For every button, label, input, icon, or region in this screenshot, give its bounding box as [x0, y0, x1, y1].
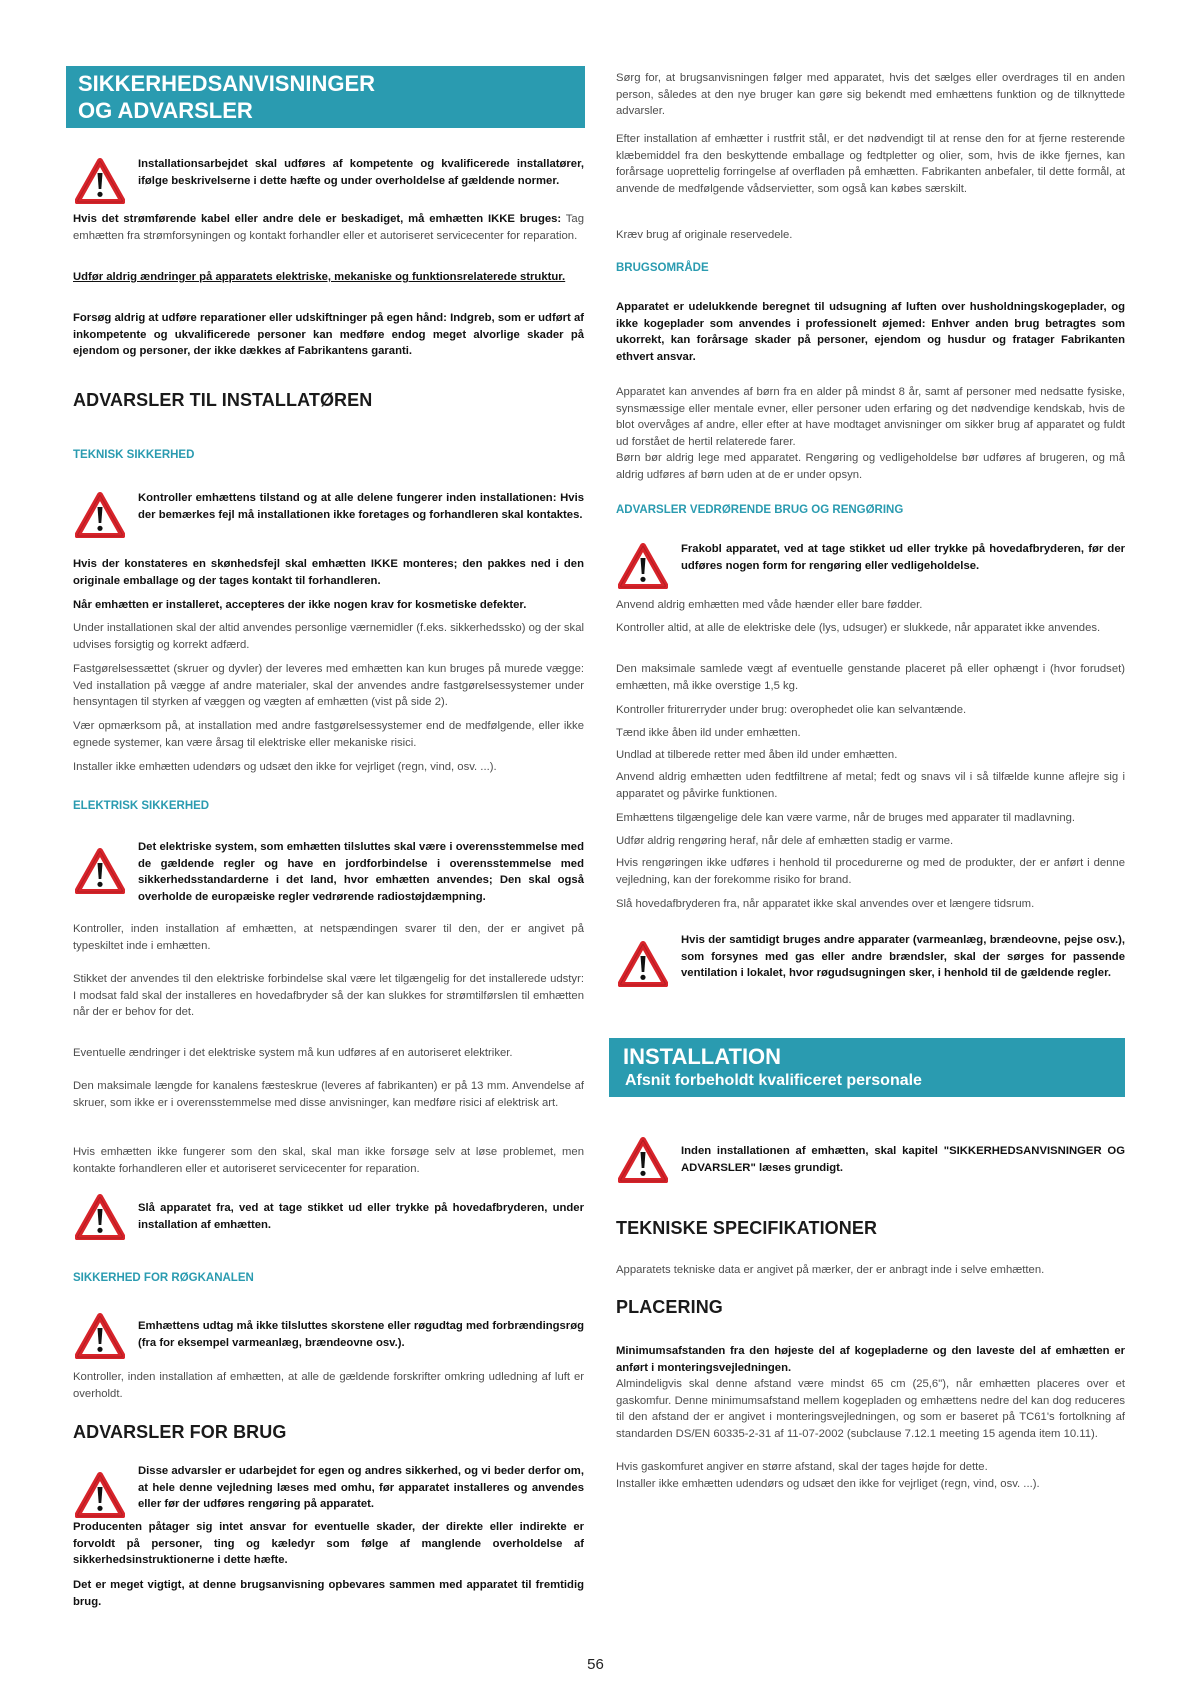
warning-triangle-icon	[75, 1194, 125, 1240]
banner-installation-title: INSTALLATION	[623, 1044, 782, 1069]
paragraph-intended-use: Apparatet er udelukkende beregnet til udsugning af luften over husholdningskogeplader, og ikke kogeplader som anvendes i professionelt øjemed: Enhver anden brug betragtes som ukorrekt, kan forårsage skader på personer, ejendom og husdur og fratager Fabrikanten ethvert ansvar.	[616, 301, 1125, 363]
damaged-cable-bold: Hvis det strømførende kabel eller andre dele er beskadiget, må emhætten IKKE bruges:	[73, 213, 562, 225]
banner-title-line2: OG ADVARSLER	[78, 98, 253, 123]
paragraph-minimum-distance: Minimumsafstanden fra den højeste del af kogepladerne og den laveste del af emhætten er anført i monteringsvejledningen.	[616, 1345, 1125, 1374]
paragraph-fire-risk: Hvis rengøringen ikke udføres i henhold til procedurerne og med de produkter, der er anført i denne vejledning, kan der forekomme risiko for brand.	[616, 857, 1125, 886]
paragraph-max-weight: Den maksimale samlede vægt af eventuelle genstande placeret på eller ophængt i (hvor forudset) emhætten, må ikke overstige 1,5 kg.	[616, 663, 1125, 692]
warning-text-read-safety-chapter: Inden installationen af emhætten, skal kapitel "SIKKERHEDSANVISNINGER OG ADVARSLER" læses grundigt.	[681, 1145, 1125, 1174]
paragraph-mains-voltage: Kontroller, inden installation af emhætten, at netspændingen svarer til den, der er angivet på typeskiltet inde i emhætten.	[73, 923, 584, 952]
paragraph-children-use: Apparatet kan anvendes af børn fra en alder på mindst 8 år, samt af personer med nedsatte fysiske, synsmæssige eller mentale evner, eller personer uden erfaring og det nødvendige kendskab, hvis de blot overvåges af andre, eller efter at have modtaget anvisninger om sikker brug af apparatet og fuldt ud forstået de hertil relaterede farer.	[616, 386, 1125, 448]
paragraph-electrical-off: Kontroller altid, at alle de elektriske dele (lys, udsuger) er slukkede, når apparatet ikke anvendes.	[616, 622, 1101, 634]
paragraph-stainless-cleaning: Efter installation af emhætter i rustfrit stål, er det nødvendigt til at rense den for at fjerne resterende klæbemiddel fra den beskyttende emballage og fedtpletter og olier, som, hvis de ikke fjernes, kan forårsage uoprettelig forringelse af overfladen på emhætten. Fabrikanten anbefaler, til dette formål, at anvende de medfølgende vådservietter, som også kan købes særskilt.	[616, 133, 1125, 195]
warning-triangle-icon	[75, 1313, 125, 1359]
paragraph-children-cleaning: Børn bør aldrig lege med apparatet. Rengøring og vedligeholdelse bør udføres af brugeren, og må aldrig udføres af børn uden at de er under opsyn.	[616, 452, 1125, 481]
warning-text-electrical-system: Det elektriske system, som emhætten tilsluttes skal være i overensstemmelse med de gældende regler og have en jordforbindelse i overensstemmelse med sikkerhedsstandarderne i det land, hvor emhætten anvendes; Den skal også overholde de europæiske regler vedrørende radiostøjdæmpning.	[138, 841, 584, 903]
warning-triangle-icon	[75, 1472, 125, 1518]
damaged-cable-rest: Tag emhætten fra strømforsyningen og kontakt forhandler eller et autoriseret servicecenter for reparation.	[73, 213, 584, 242]
paragraph-other-fixings: Vær opmærksom på, at installation med andre fastgørelsessystemer end de medfølgende, eller ikke egnede systemer, kan være årsag til elektriske eller mekaniske risici.	[73, 720, 584, 749]
paragraph-air-discharge: Kontroller, inden installation af emhætten, at alle de gældende forskrifter omkring udledning af luft er overholdt.	[73, 1371, 584, 1400]
paragraph-screw-length: Den maksimale længde for kanalens fæsteskrue (leveres af fabrikanten) er på 13 mm. Anvendelse af skruer, som ikke er i overensstemmelse med disse anvisninger, kan medføre risici af elektrisk art.	[73, 1080, 584, 1109]
section-banner-safety	[66, 66, 585, 128]
paragraph-protective-equipment: Under installationen skal der altid anvendes personlige værnemidler (f.eks. sikkerhedssko) og der skal udvises forsigtig og korrekt adfærd.	[73, 622, 584, 651]
paragraph-cosmetic-fault: Hvis der konstateres en skønhedsfejl skal emhætten IKKE monteres; den pakkes ned i den originale emballage og der tages kontakt til forhandleren.	[73, 558, 584, 587]
paragraph-fixing-kit: Fastgørelsessættet (skruer og dyvler) der leveres med emhætten kan kun bruges på murede vægge: Ved installation på vægge af andre materialer, skal der anvendes andre fastgørelsessystemer under hensyntagen til styrken af væggen og vægten af emhætten (vist på side 2).	[73, 663, 584, 708]
paragraph-hot-parts: Emhættens tilgængelige dele kan være varme, når de bruges med apparater til madlavning.	[616, 812, 1076, 824]
heading-technical-safety: TEKNISK SIKKERHED	[73, 449, 195, 461]
paragraph-manufacturer-liability: Producenten påtager sig intet ansvar for eventuelle skader, der direkte eller indirekte er forvoldt på personer, ting og kæledyr som følge af manglende overholdelse af sikkerhedsinstruktionerne i dette hæfte.	[73, 1521, 584, 1566]
warning-text-unplug-install: Slå apparatet fra, ved at tage stikket ud eller trykke på hovedafbryderen, under installation af emhætten.	[138, 1202, 584, 1231]
warning-triangle-icon	[75, 158, 125, 204]
paragraph-original-parts: Kræv brug af originale reservedele.	[616, 229, 793, 241]
warning-triangle-icon	[618, 941, 668, 987]
paragraph-no-outdoor: Installer ikke emhætten udendørs og udsæt den ikke for vejrliget (regn, vind, osv. ...).	[73, 761, 497, 773]
paragraph-no-cosmetic-claims: Når emhætten er installeret, accepteres der ikke nogen krav for kosmetiske defekter.	[73, 599, 527, 611]
paragraph-manual-follows: Sørg for, at brugsanvisningen følger med apparatet, hvis det sælges eller overdrages til en anden person, således at den nye bruger kan gøre sig bekendt med emhættens funktion og de tilknyttede advarsler.	[616, 72, 1125, 117]
paragraph-no-hot-cleaning: Udfør aldrig rengøring heraf, når dele af emhætten stadig er varme.	[616, 835, 954, 847]
paragraph-distance-details: Almindeligvis skal denne afstand være mindst 65 cm (25,6"), når emhætten placeres over et gaskomfur. Denne minimumsafstand mellem kogepladen og emhættens nedre del kan dog reduceres til den afstand der er angivet i monteringsvejledningen, og som er baseret på TC61's fortolkning af standarden DS/EN 60335-2-31 af 11-07-2002 (subclause 7.12.1 meeting 15 agenda item 10.11).	[616, 1378, 1125, 1440]
paragraph-fryers: Kontroller friturегryder under brug: overophedet olie kan selvantænde.	[616, 704, 967, 716]
heading-electrical-safety: ELEKTRISK SIKKERHED	[73, 800, 210, 812]
heading-flue-safety: SIKKERHED FOR RØGKANALEN	[73, 1272, 254, 1284]
paragraph-gas-cooker: Hvis gaskomfuret angiver en større afstand, skal der tages højde for dette.	[616, 1461, 988, 1473]
paragraph-no-self-repair: Forsøg aldrig at udføre reparationer eller udskiftninger på egen hånd: Indgreb, som er udført af inkompetente og ukvalificerede personer kan medføre endog meget alvorlige skader på ejendom og personer, der ikke dækkes af Fabrikantens garanti.	[73, 312, 584, 357]
warning-triangle-icon	[75, 848, 125, 894]
paragraph-main-switch-off: Slå hovedafbryderen fra, når apparatet ikke skal anvendes over et længere tidsrum.	[616, 898, 1035, 910]
banner-installation-subtitle: Afsnit forbeholdt kvalificeret personale	[625, 1072, 922, 1089]
heading-technical-specs: TEKNISKE SPECIFIKATIONER	[616, 1218, 878, 1238]
warning-text-flue-outlet: Emhættens udtag må ikke tilsluttes skorstene eller røgudtag med forbrændingsrøg (fra for eksempel varmeanlæg, brændeovne osv.).	[138, 1320, 584, 1349]
page-number: 56	[587, 1656, 604, 1673]
heading-installer-warnings: ADVARSLER TIL INSTALLATØREN	[73, 390, 373, 410]
warning-text-read-manual: Disse advarsler er udarbejdet for egen og andres sikkerhed, og vi beder derfor om, at hele denne vejledning læses med omhu, før apparatet installeres og anvendes eller før der udføres rengøring på apparatet.	[138, 1465, 584, 1510]
paragraph-damaged-cable	[73, 211, 584, 244]
warning-text-unplug-cleaning: Frakobl apparatet, ved at tage stikket ud eller trykke på hovedafbryderen, før der udføres nogen form for rengøring eller vedligeholdelse.	[681, 543, 1125, 572]
banner-title-line1: SIKKERHEDSANVISNINGER	[78, 71, 376, 96]
heading-use-warnings: ADVARSLER FOR BRUG	[73, 1422, 287, 1442]
warning-text-ventilation: Hvis der samtidigt bruges andre apparater (varmeanlæg, brændeovne, pejse osv.), som forsynes med gas eller andre brændsler, skal der sørges for passende ventilation i lokalet, hvor røgudsugningen sker, i henhold til de gældende regler.	[681, 934, 1125, 979]
paragraph-malfunction: Hvis emhætten ikke fungerer som den skal, skal man ikke forsøge selv at løse problemet, men kontakte forhandleren eller et autoriseret servicecenter for reparation.	[73, 1146, 584, 1175]
warning-triangle-icon	[75, 492, 125, 538]
paragraph-keep-manual: Det er meget vigtigt, at denne brugsanvisning opbevares sammen med apparatet til fremtidig brug.	[73, 1579, 584, 1608]
paragraph-no-outdoor-right: Installer ikke emhætten udendørs og udsæt den ikke for vejrliget (regn, vind, osv. ...).	[616, 1478, 1040, 1490]
paragraph-wet-hands: Anvend aldrig emhætten med våde hænder eller bare fødder.	[616, 599, 923, 611]
warning-triangle-icon	[618, 1137, 668, 1183]
paragraph-plug-accessible: Stikket der anvendes til den elektriske forbindelse skal være let tilgængelig for det installerede udstyr: I modsat fald skal der installeres en hovedafbryder så der kan slukkes for strømtilførslen til emhætten når der er behov for det.	[73, 973, 584, 1018]
warning-text-installer-competence: Installationsarbejdet skal udføres af kompetente og kvalificerede installatører, ifølge beskrivelserne i dette hæfte og under overholdelse af gældende normer.	[138, 158, 584, 187]
section-banner-installation	[609, 1038, 1125, 1097]
heading-placement: PLACERING	[616, 1297, 723, 1317]
paragraph-authorized-electrician: Eventuelle ændringer i det elektriske system må kun udføres af en autoriseret elektriker.	[73, 1047, 513, 1059]
paragraph-grease-filters: Anvend aldrig emhætten uden fedtfiltrene af metal; fedt og snavs vil i så tilfælde kunne aflejre sig i apparatet og påvirke funktionen.	[616, 771, 1125, 800]
paragraph-no-modifications: Udfør aldrig ændringer på apparatets elektriske, mekaniske og funktionsrelaterede struktur.	[73, 271, 566, 283]
heading-area-of-use: BRUGSOMRÅDE	[616, 262, 709, 274]
heading-use-cleaning-warnings: ADVARSLER VEDRØRENDE BRUG OG RENGØRING	[616, 504, 904, 516]
paragraph-no-flambe: Undlad at tilberede retter med åben ild under emhætten.	[616, 749, 898, 761]
paragraph-technical-data: Apparatets tekniske data er angivet på mærker, der er anbragt inde i selve emhætten.	[616, 1264, 1045, 1276]
paragraph-no-open-flame: Tænd ikke åben ild under emhætten.	[616, 727, 801, 739]
warning-text-check-condition: Kontroller emhættens tilstand og at alle delene fungerer inden installationen: Hvis der bemærkes fejl må installationen ikke foretages og forhandleren skal kontaktes.	[138, 492, 584, 521]
warning-triangle-icon	[618, 543, 668, 589]
